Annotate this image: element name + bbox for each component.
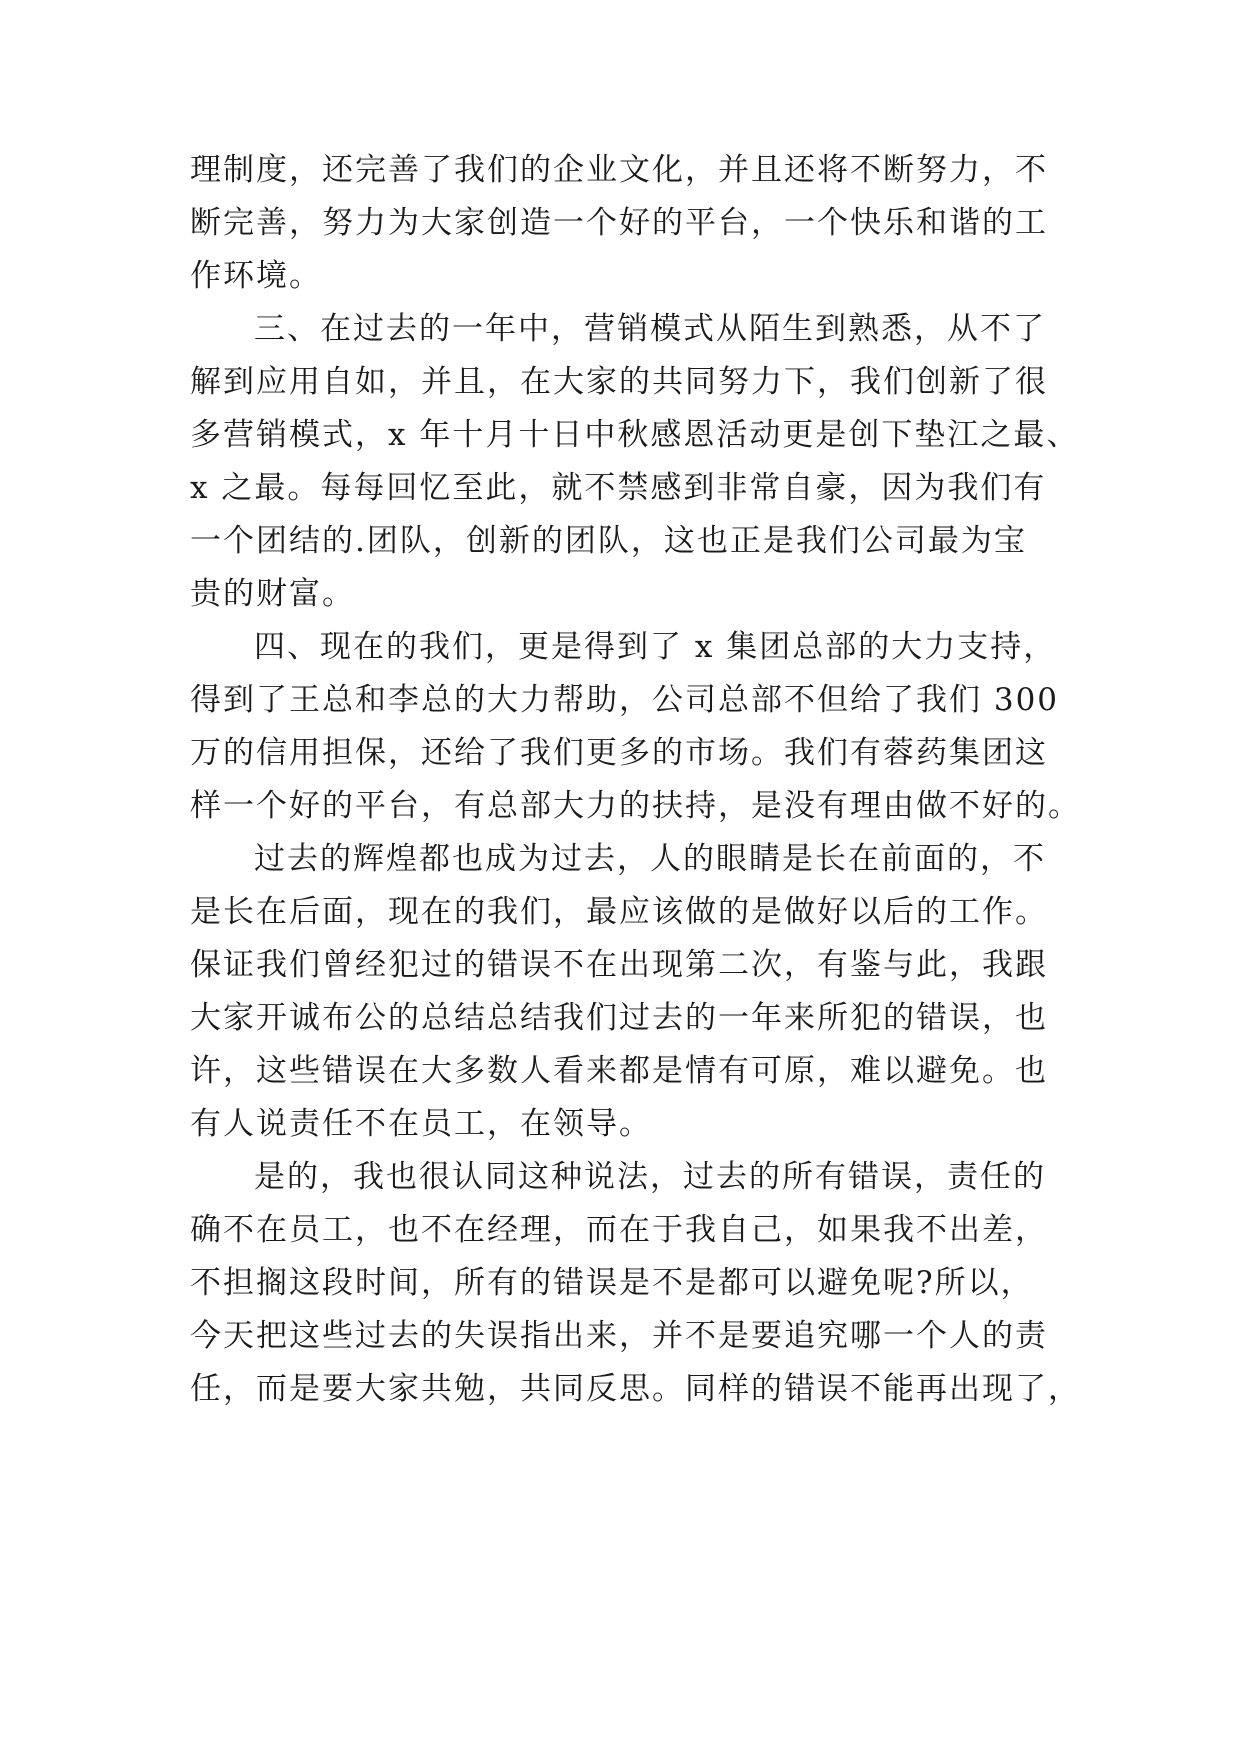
text-line: 样一个好的平台，有总部大力的扶持，是没有理由做不好的。 <box>190 788 1081 824</box>
text-line: 理制度，还完善了我们的企业文化，并且还将不断努力，不 <box>190 152 1048 188</box>
text-line: 作环境。 <box>190 258 322 294</box>
text-line: 多营销模式，x 年十月十日中秋感恩活动更是创下垫江之最、 <box>190 417 1080 453</box>
text-line: 四、现在的我们，更是得到了 x 集团总部的大力支持， <box>254 629 1057 665</box>
text-line: 任，而是要大家共勉，共同反思。同样的错误不能再出现了， <box>190 1371 1081 1407</box>
text-line: 许，这些错误在大多数人看来都是情有可原，难以避免。也 <box>190 1053 1048 1089</box>
text-line: 大家开诚布公的总结总结我们过去的一年来所犯的错误，也 <box>190 1000 1048 1036</box>
text-line: 解到应用自如，并且，在大家的共同努力下，我们创新了很 <box>190 364 1048 400</box>
text-line: 得到了王总和李总的大力帮助，公司总部不但给了我们 300 <box>190 682 1060 718</box>
text-line: 保证我们曾经犯过的错误不在出现第二次，有鉴与此，我跟 <box>190 947 1048 983</box>
text-line: 贵的财富。 <box>190 576 355 612</box>
text-line: x 之最。每每回忆至此，就不禁感到非常自豪，因为我们有 <box>190 470 1047 506</box>
text-line: 万的信用担保，还给了我们更多的市场。我们有蓉药集团这 <box>190 735 1048 771</box>
text-line: 一个团结的.团队，创新的团队，这也正是我们公司最为宝 <box>190 523 1027 559</box>
text-line: 是长在后面，现在的我们，最应该做的是做好以后的工作。 <box>190 894 1048 930</box>
text-line: 是的，我也很认同这种说法，过去的所有错误，责任的 <box>254 1159 1046 1195</box>
text-line: 不担搁这段时间，所有的错误是不是都可以避免呢?所以， <box>190 1265 1034 1301</box>
text-line: 有人说责任不在员工，在领导。 <box>190 1106 652 1142</box>
text-line: 三、在过去的一年中，营销模式从陌生到熟悉，从不了 <box>254 311 1046 347</box>
text-line: 过去的辉煌都也成为过去，人的眼睛是长在前面的，不 <box>254 841 1046 877</box>
text-line: 确不在员工，也不在经理，而在于我自己，如果我不出差， <box>190 1212 1048 1248</box>
text-line: 今天把这些过去的失误指出来，并不是要追究哪一个人的责 <box>190 1318 1048 1354</box>
text-line: 断完善，努力为大家创造一个好的平台，一个快乐和谐的工 <box>190 205 1048 241</box>
